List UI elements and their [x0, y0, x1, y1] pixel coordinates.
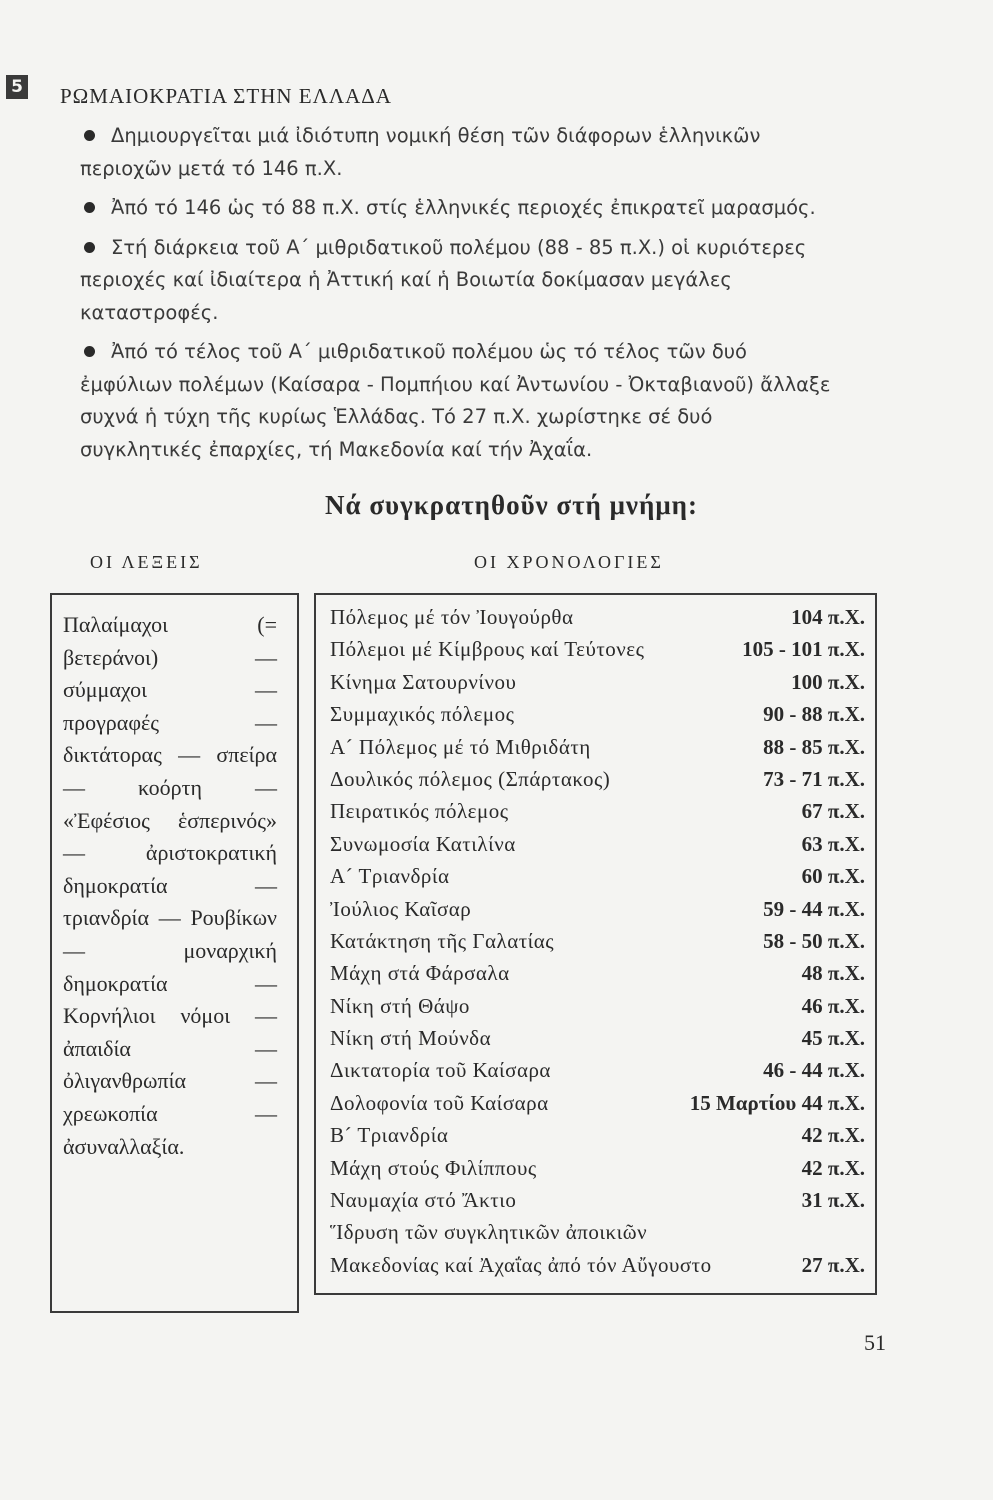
date-row: Μάχη στά Φάρσαλα 48 π.Χ. [330, 961, 865, 986]
bullet-dot-icon [84, 202, 95, 213]
date-row: Πόλεμος μέ τόν Ἰουγούρθα 104 π.Χ. [330, 605, 865, 629]
page-number: 51 [864, 1330, 886, 1355]
bullet-dot-icon [84, 130, 95, 141]
bullet-item: Στή διάρκεια τοῦ Α´ μιθριδατικοῦ πολέμου (88 - 85 π.Χ.) οἱ κυριότερες περιοχές καί ἰδιαίτερα ἡ Ἀττική καί ἡ Βοιωτία δοκίμασαν μεγάλες καταστροφές. [80, 235, 807, 324]
date-row: Κίνημα Σατουρνίνου 100 π.Χ. [330, 669, 865, 694]
date-row: Β´ Τριανδρία 42 π.Χ. [330, 1123, 865, 1148]
date-row: Δουλικός πόλεμος (Σπάρτακος) 73 - 71 π.Χ. [330, 766, 865, 791]
date-row: Δολοφονία τοῦ Καίσαρα 15 Μαρτίου 44 π.Χ. [330, 1090, 865, 1115]
date-row: Μακεδονίας καί Ἀχαΐας ἀπό τόν Αὔγουστο 27 π.Χ. [330, 1252, 865, 1277]
bullet-item: Ἀπό τό τέλος τοῦ Α´ μιθριδατικοῦ πολέμου ὡς τό τέλος τῶν δυό ἐμφύλιων πολέμων (Καίσαρα - Πομπήιου καί Ἀντωνίου - Ὀκταβιανοῦ) ἄλλαξε συχνά ἡ τύχη τῆς κυρίως Ἑλλάδας. Τό 27 π.Χ. χωρίστηκε σέ δυό συγκλητικές ἐπαρχίες, τή Μακεδονία καί τήν Ἀχαΐα. [80, 340, 831, 461]
words-box [50, 593, 299, 1313]
words-text: Παλαίμαχοι (= βετεράνοι) — σύμμαχοι — προγραφές — δικτάτορας — σπείρα — κοόρτη — «Ἐφέσιος ἑσπερινός» — ἀριστοκρατική δημοκρατία — τριανδρία — Ρουβίκων — μοναρχική δημοκρατία — Κορνήλιοι νόμοι — ἀπαιδία — ὀλιγανθρωπία — χρεωκοπία — ἀσυναλλαξία. [63, 612, 277, 1159]
bullet-item: Δημιουργεῖται μιά ἰδιότυπη νομική θέση τῶν διάφορων ἑλληνικῶν περιοχῶν μετά τό 146 π.Χ. [80, 124, 761, 180]
date-row: Ναυμαχία στό Ἄκτιο 31 π.Χ. [330, 1188, 865, 1213]
date-row: Νίκη στή Μούνδα 45 π.Χ. [330, 1026, 865, 1051]
bullet-dot-icon [84, 346, 95, 357]
date-row: Συνωμοσία Κατιλίνα 63 π.Χ. [330, 831, 865, 856]
words-heading: ΟΙ ΛΕΞΕΙΣ [90, 552, 203, 572]
date-row: Α´ Πόλεμος μέ τό Μιθριδάτη 88 - 85 π.Χ. [330, 734, 865, 759]
date-row: Νίκη στή Θάψο 46 π.Χ. [330, 993, 865, 1018]
date-row: Μάχη στούς Φιλίππους 42 π.Χ. [330, 1155, 865, 1180]
section-title: ΡΩΜΑΙΟΚΡΑΤΙΑ ΣΤΗΝ ΕΛΛΑΔΑ [60, 84, 392, 108]
chapter-number-badge: 5 [6, 75, 28, 99]
bullet-item: Ἀπό τό 146 ὡς τό 88 π.Χ. στίς ἑλληνικές περιοχές ἐπικρατεῖ μαρασμός. [80, 192, 840, 225]
date-row: Πόλεμοι μέ Κίμβρους καί Τεύτονες 105 - 101 π.Χ. [330, 637, 865, 662]
date-row: Ἰούλιος Καῖσαρ 59 - 44 π.Χ. [330, 896, 865, 921]
date-row: Συμμαχικός πόλεμος 90 - 88 π.Χ. [330, 702, 865, 727]
date-row: Α´ Τριανδρία 60 π.Χ. [330, 864, 865, 889]
date-row: Δικτατορία τοῦ Καίσαρα 46 - 44 π.Χ. [330, 1058, 865, 1083]
date-row: Πειρατικός πόλεμος 67 π.Χ. [330, 799, 865, 824]
bullet-list [80, 120, 840, 466]
bullet-dot-icon [84, 242, 95, 253]
dates-box [314, 593, 877, 1295]
date-row: Ἵδρυση τῶν συγκλητικῶν ἀποικιῶν [330, 1220, 648, 1245]
memorize-title: Νά συγκρατηθοῦν στή μνήμη: [325, 490, 698, 520]
date-row: Κατάκτηση τῆς Γαλατίας 58 - 50 π.Χ. [330, 928, 865, 953]
dates-heading: ΟΙ ΧΡΟΝΟΛΟΓΙΕΣ [474, 552, 664, 572]
